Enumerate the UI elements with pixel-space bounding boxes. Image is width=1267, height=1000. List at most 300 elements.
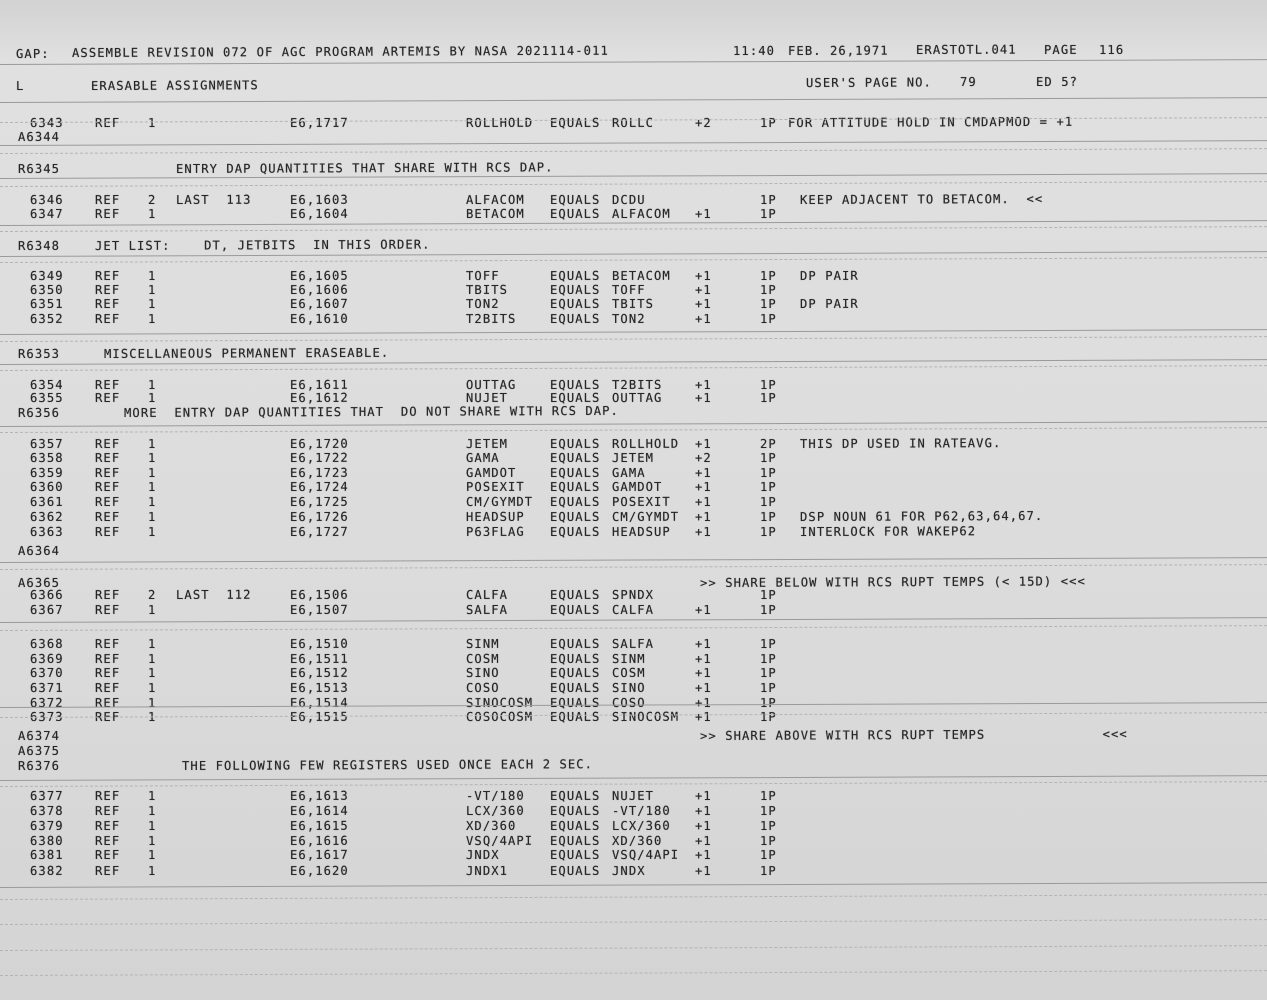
line-op: EQUALS — [550, 115, 601, 130]
line-len: 1P — [760, 665, 777, 680]
line-seq: R6376 — [18, 758, 60, 774]
line-sym: SINO — [466, 665, 500, 680]
tractor-feed-guide — [0, 427, 1267, 433]
line-sym: CALFA — [466, 588, 508, 603]
edition-marker: ED 5? — [1036, 74, 1078, 89]
line-ref: REF — [95, 788, 121, 803]
line-sym: OUTTAG — [466, 377, 517, 392]
line-oper: COSO — [612, 695, 646, 710]
line-len: 1P — [760, 848, 777, 863]
line-seq: 6368 — [30, 636, 64, 651]
line-oper: GAMDOT — [612, 479, 663, 494]
line-last: LAST 112 — [176, 587, 252, 603]
line-addr: E6,1723 — [290, 465, 349, 481]
line-addr: E6,1720 — [290, 437, 349, 452]
line-cnt: 1 — [148, 651, 157, 666]
line-ref: REF — [95, 588, 121, 603]
tractor-feed-guide — [0, 781, 1267, 787]
line-ref: REF — [95, 833, 121, 848]
line-addr: E6,1506 — [290, 587, 349, 603]
line-comment: >> SHARE BELOW WITH RCS RUPT TEMPS (< 15D) <<< — [700, 574, 1086, 591]
line-addr: E6,1507 — [290, 602, 349, 618]
line-len: 1P — [760, 603, 777, 618]
line-addr: E6,1612 — [290, 390, 349, 405]
line-comment: JET LIST: DT, JETBITS IN THIS ORDER. — [95, 237, 431, 254]
line-seq: 6381 — [30, 848, 64, 863]
line-len: 1P — [760, 451, 777, 466]
line-cnt: 1 — [148, 479, 157, 494]
line-op: EQUALS — [550, 494, 601, 509]
line-comment: DSP NOUN 61 FOR P62,63,64,67. — [800, 508, 1044, 524]
line-len: 1P — [760, 206, 777, 221]
tractor-feed-guide — [0, 365, 1267, 371]
line-off: +1 — [695, 283, 712, 298]
line-addr: E6,1603 — [290, 192, 349, 207]
line-sym: TOFF — [466, 269, 500, 284]
users-page-number: 79 — [960, 74, 977, 89]
line-seq: 6373 — [30, 710, 64, 725]
line-addr: E6,1614 — [290, 803, 349, 818]
line-op: EQUALS — [550, 636, 601, 651]
line-op: EQUALS — [550, 651, 601, 666]
line-oper: T2BITS — [612, 377, 663, 392]
line-len: 1P — [760, 269, 777, 284]
line-len: 1P — [760, 192, 777, 207]
line-sym: COSM — [466, 651, 500, 666]
line-sym: COSOCOSM — [466, 710, 534, 725]
line-oper: XD/360 — [612, 833, 663, 848]
line-cnt: 1 — [148, 377, 157, 392]
line-cnt: 1 — [148, 603, 157, 618]
line-cnt: 1 — [148, 818, 157, 833]
line-oper: SINM — [612, 651, 646, 666]
line-len: 1P — [760, 283, 777, 298]
line-oper: VSQ/4API — [612, 848, 680, 863]
line-comment: MISCELLANEOUS PERMANENT ERASEABLE. — [104, 345, 390, 361]
line-cnt: 2 — [148, 588, 157, 603]
line-ref: REF — [95, 710, 121, 725]
section-rule — [0, 617, 1267, 623]
line-cnt: 1 — [148, 206, 157, 221]
line-op: EQUALS — [550, 437, 601, 452]
line-ref: REF — [95, 524, 121, 539]
line-off: +1 — [695, 390, 712, 405]
line-sym: XD/360 — [466, 818, 517, 833]
line-len: 1P — [760, 833, 777, 848]
line-ref: REF — [95, 602, 121, 618]
line-off: +1 — [695, 833, 712, 848]
section-rule — [0, 421, 1267, 427]
line-seq: 6343 — [30, 115, 64, 130]
line-addr: E6,1514 — [290, 695, 349, 710]
line-seq: 6352 — [30, 311, 64, 326]
line-off: +1 — [695, 377, 712, 392]
line-len: 1P — [760, 651, 777, 666]
line-seq: 6371 — [30, 680, 64, 695]
line-oper: ROLLC — [612, 115, 654, 130]
line-len: 1P — [760, 390, 777, 405]
line-addr: E6,1724 — [290, 479, 349, 494]
line-off: +1 — [695, 524, 712, 539]
line-off: +2 — [695, 115, 712, 130]
line-ref: REF — [95, 206, 121, 221]
line-ref: REF — [95, 479, 121, 494]
line-seq: 6351 — [30, 296, 64, 312]
section-rule — [0, 97, 1267, 103]
line-cnt: 1 — [148, 494, 157, 509]
line-oper: CALFA — [612, 602, 654, 618]
line-off: +1 — [695, 269, 712, 284]
line-len: 1P — [760, 788, 777, 803]
line-off: +1 — [695, 466, 712, 481]
line-op: EQUALS — [550, 588, 601, 603]
line-cnt: 1 — [148, 311, 157, 326]
line-addr: E6,1604 — [290, 206, 349, 221]
line-addr: E6,1607 — [290, 296, 349, 312]
line-seq: 6369 — [30, 651, 64, 666]
line-sym: -VT/180 — [466, 788, 525, 803]
line-seq: A6375 — [18, 743, 60, 759]
line-len: 1P — [760, 494, 777, 509]
tractor-feed-guide — [0, 894, 1267, 900]
line-op: EQUALS — [550, 192, 601, 207]
line-off: +1 — [695, 695, 712, 710]
line-cnt: 1 — [148, 390, 157, 405]
line-oper: GAMA — [612, 465, 646, 481]
line-addr: E6,1617 — [290, 848, 349, 863]
line-len: 1P — [760, 311, 777, 326]
line-len: 1P — [760, 680, 777, 695]
tractor-feed-guide — [0, 257, 1267, 263]
line-seq: 6358 — [30, 451, 64, 466]
line-oper: POSEXIT — [612, 494, 671, 509]
section-rule — [0, 882, 1267, 888]
line-oper: BETACOM — [612, 269, 671, 284]
line-sym: NUJET — [466, 390, 508, 405]
line-oper: SPNDX — [612, 588, 654, 603]
subheader-title: ERASABLE ASSIGNMENTS — [91, 78, 259, 93]
line-op: EQUALS — [550, 848, 601, 863]
line-sym: P63FLAG — [466, 524, 525, 539]
line-oper: JETEM — [612, 451, 654, 466]
line-off: +1 — [695, 494, 712, 509]
line-oper: DCDU — [612, 192, 646, 207]
subheader-marker: L — [16, 78, 25, 93]
line-addr: E6,1515 — [290, 710, 349, 725]
line-oper: JNDX — [612, 864, 646, 879]
line-ref: REF — [95, 695, 121, 710]
line-comment: DP PAIR — [800, 296, 859, 312]
line-addr: E6,1722 — [290, 450, 349, 466]
line-addr: E6,1512 — [290, 665, 349, 680]
tractor-feed-guide — [0, 919, 1267, 925]
line-seq: A6365 — [18, 576, 60, 591]
line-len: 1P — [760, 466, 777, 481]
line-len: 1P — [760, 695, 777, 710]
line-cnt: 1 — [148, 710, 157, 725]
line-off: +1 — [695, 710, 712, 725]
line-op: EQUALS — [550, 710, 601, 725]
section-rule — [0, 329, 1267, 335]
line-ref: REF — [95, 192, 121, 207]
line-len: 1P — [760, 710, 777, 725]
line-op: EQUALS — [550, 695, 601, 710]
line-off: +1 — [695, 651, 712, 666]
line-seq: 6372 — [30, 695, 64, 710]
line-off: +1 — [695, 680, 712, 695]
line-seq: 6378 — [30, 803, 64, 818]
section-rule — [0, 140, 1267, 146]
line-cnt: 1 — [148, 437, 157, 452]
line-oper: COSM — [612, 665, 646, 680]
line-addr: E6,1616 — [290, 833, 349, 848]
line-sym: COSO — [466, 680, 500, 695]
header-time: 11:40 — [733, 43, 775, 58]
line-seq: 6347 — [30, 206, 64, 221]
line-ref: REF — [95, 494, 121, 509]
line-ref: REF — [95, 636, 121, 651]
header-title: ASSEMBLE REVISION 072 OF AGC PROGRAM ARTEMIS BY NASA 2021114-011 — [72, 43, 609, 60]
line-addr: E6,1611 — [290, 377, 349, 392]
tractor-feed-guide — [0, 970, 1267, 976]
line-ref: REF — [95, 377, 121, 392]
line-op: EQUALS — [550, 818, 601, 833]
line-comment: INTERLOCK FOR WAKEP62 — [800, 523, 977, 539]
line-ref: REF — [95, 665, 121, 680]
line-comment: MORE ENTRY DAP QUANTITIES THAT DO NOT SHARE WITH RCS DAP. — [124, 404, 619, 421]
line-cnt: 2 — [148, 192, 157, 207]
line-seq: 6370 — [30, 665, 64, 680]
tractor-feed-guide — [0, 625, 1267, 631]
section-rule — [0, 220, 1267, 226]
line-seq: 6349 — [30, 269, 64, 284]
line-sym: ALFACOM — [466, 192, 525, 207]
line-ref: REF — [95, 465, 121, 481]
header-date: FEB. 26,1971 — [788, 43, 889, 58]
line-off: +1 — [695, 788, 712, 803]
line-oper: SALFA — [612, 636, 654, 651]
header-page-label: PAGE — [1044, 42, 1078, 57]
line-cnt: 1 — [148, 788, 157, 803]
line-addr: E6,1613 — [290, 788, 349, 803]
line-ref: REF — [95, 437, 121, 452]
line-addr: E6,1620 — [290, 864, 349, 879]
line-seq: 6346 — [30, 192, 64, 207]
line-seq: 6377 — [30, 788, 64, 803]
line-ref: REF — [95, 311, 121, 326]
line-cnt: 1 — [148, 115, 157, 130]
line-len: 1P — [760, 636, 777, 651]
header-page-number: 116 — [1099, 42, 1125, 57]
line-len: 2P — [760, 437, 777, 452]
tractor-feed-guide — [0, 181, 1267, 187]
line-sym: SALFA — [466, 602, 508, 618]
line-seq: R6353 — [18, 346, 60, 361]
line-sym: SINOCOSM — [466, 695, 534, 710]
line-seq: 6366 — [30, 588, 64, 603]
line-seq: A6374 — [18, 729, 60, 744]
line-op: EQUALS — [550, 602, 601, 618]
tractor-feed-guide — [0, 148, 1267, 154]
line-op: EQUALS — [550, 479, 601, 494]
line-op: EQUALS — [550, 680, 601, 695]
line-off: +1 — [695, 818, 712, 833]
line-sym: LCX/360 — [466, 803, 525, 818]
tractor-feed-guide — [0, 226, 1267, 232]
line-cnt: 1 — [148, 803, 157, 818]
line-len: 1P — [760, 296, 777, 312]
line-op: EQUALS — [550, 296, 601, 312]
tractor-feed-guide — [0, 945, 1267, 951]
line-ref: REF — [95, 390, 121, 405]
line-sym: GAMA — [466, 451, 500, 466]
line-ref: REF — [95, 864, 121, 879]
line-oper: CM/GYMDT — [612, 509, 680, 524]
line-oper: NUJET — [612, 788, 654, 803]
line-sym: JNDX1 — [466, 864, 508, 879]
line-seq: 6363 — [30, 524, 64, 539]
line-cnt: 1 — [148, 466, 157, 481]
line-op: EQUALS — [550, 803, 601, 818]
line-comment: FOR ATTITUDE HOLD IN CMDAPMOD = +1 — [788, 114, 1074, 130]
line-seq: A6344 — [18, 129, 60, 144]
line-op: EQUALS — [550, 269, 601, 284]
line-seq: 6367 — [30, 602, 64, 618]
header-rule — [0, 59, 1267, 65]
line-addr: E6,1511 — [290, 651, 349, 666]
line-cnt: 1 — [148, 524, 157, 539]
line-ref: REF — [95, 451, 121, 466]
line-seq: R6356 — [18, 406, 60, 421]
line-seq: 6357 — [30, 437, 64, 452]
line-cnt: 1 — [148, 665, 157, 680]
line-op: EQUALS — [550, 524, 601, 539]
line-cnt: 1 — [148, 864, 157, 879]
tractor-feed-guide — [0, 564, 1267, 570]
line-off: +1 — [695, 437, 712, 452]
line-sym: TON2 — [466, 296, 500, 312]
line-off: +1 — [695, 509, 712, 524]
line-comment: >> SHARE ABOVE WITH RCS RUPT TEMPS <<< — [700, 727, 1128, 744]
line-len: 1P — [760, 588, 777, 603]
line-off: +1 — [695, 603, 712, 618]
line-op: EQUALS — [550, 864, 601, 879]
line-len: 1P — [760, 479, 777, 494]
line-cnt: 1 — [148, 283, 157, 298]
line-len: 1P — [760, 509, 777, 524]
line-sym: SINM — [466, 636, 500, 651]
line-op: EQUALS — [550, 390, 601, 405]
line-oper: -VT/180 — [612, 803, 671, 818]
line-seq: R6348 — [18, 239, 60, 254]
line-op: EQUALS — [550, 311, 601, 326]
line-len: 1P — [760, 803, 777, 818]
line-oper: ALFACOM — [612, 206, 671, 221]
line-op: EQUALS — [550, 282, 601, 298]
line-cnt: 1 — [148, 680, 157, 695]
line-addr: E6,1615 — [290, 818, 349, 833]
line-off: +1 — [695, 311, 712, 326]
line-sym: JNDX — [466, 848, 500, 863]
line-ref: REF — [95, 283, 121, 298]
line-off: +1 — [695, 665, 712, 680]
line-len: 1P — [760, 818, 777, 833]
line-oper: TON2 — [612, 311, 646, 326]
line-oper: TBITS — [612, 296, 654, 312]
line-seq: 6362 — [30, 509, 64, 524]
header-source: ERASTOTL.041 — [916, 42, 1017, 57]
line-cnt: 1 — [148, 509, 157, 524]
line-sym: JETEM — [466, 437, 508, 452]
line-ref: REF — [95, 651, 121, 666]
line-off: +1 — [695, 479, 712, 494]
section-rule — [0, 557, 1267, 563]
line-op: EQUALS — [550, 833, 601, 848]
line-sym: POSEXIT — [466, 479, 525, 494]
line-oper: ROLLHOLD — [612, 437, 680, 452]
line-addr: E6,1726 — [290, 509, 349, 524]
line-oper: SINO — [612, 680, 646, 695]
line-seq: 6359 — [30, 465, 64, 481]
line-cnt: 1 — [148, 636, 157, 651]
line-oper: HEADSUP — [612, 524, 671, 539]
line-op: EQUALS — [550, 509, 601, 524]
line-sym: HEADSUP — [466, 509, 525, 524]
header-left: GAP: — [16, 46, 50, 61]
line-seq: 6379 — [30, 818, 64, 833]
line-off: +1 — [695, 206, 712, 221]
line-op: EQUALS — [550, 206, 601, 221]
line-off: +1 — [695, 803, 712, 818]
line-addr: E6,1605 — [290, 269, 349, 284]
line-ref: REF — [95, 680, 121, 695]
line-op: EQUALS — [550, 788, 601, 803]
line-oper: LCX/360 — [612, 818, 671, 833]
line-addr: E6,1717 — [290, 115, 349, 130]
line-ref: REF — [95, 509, 121, 524]
line-comment: KEEP ADJACENT TO BETACOM. << — [800, 191, 1044, 207]
line-seq: 6350 — [30, 283, 64, 298]
line-cnt: 1 — [148, 296, 157, 312]
line-comment: THIS DP USED IN RATEAVG. — [800, 436, 1002, 452]
line-seq: R6345 — [18, 161, 60, 176]
line-len: 1P — [760, 115, 777, 130]
line-comment: DP PAIR — [800, 269, 859, 284]
line-ref: REF — [95, 818, 121, 833]
line-len: 1P — [760, 864, 777, 879]
line-seq: 6355 — [30, 390, 64, 405]
line-cnt: 1 — [148, 833, 157, 848]
line-sym: ROLLHOLD — [466, 115, 534, 130]
line-seq: 6354 — [30, 377, 64, 392]
line-sym: GAMDOT — [466, 465, 517, 481]
line-addr: E6,1610 — [290, 311, 349, 326]
line-off: +1 — [695, 848, 712, 863]
line-comment: THE FOLLOWING FEW REGISTERS USED ONCE EACH 2 SEC. — [182, 757, 594, 774]
line-ref: REF — [95, 848, 121, 863]
users-page-label: USER'S PAGE NO. — [806, 75, 932, 90]
line-addr: E6,1510 — [290, 636, 349, 651]
line-seq: 6361 — [30, 494, 64, 509]
line-off: +1 — [695, 296, 712, 312]
line-addr: E6,1725 — [290, 494, 349, 509]
line-off: +2 — [695, 451, 712, 466]
line-op: EQUALS — [550, 450, 601, 466]
line-last: LAST 113 — [176, 192, 252, 207]
line-addr: E6,1513 — [290, 680, 349, 695]
line-op: EQUALS — [550, 465, 601, 481]
line-ref: REF — [95, 269, 121, 284]
